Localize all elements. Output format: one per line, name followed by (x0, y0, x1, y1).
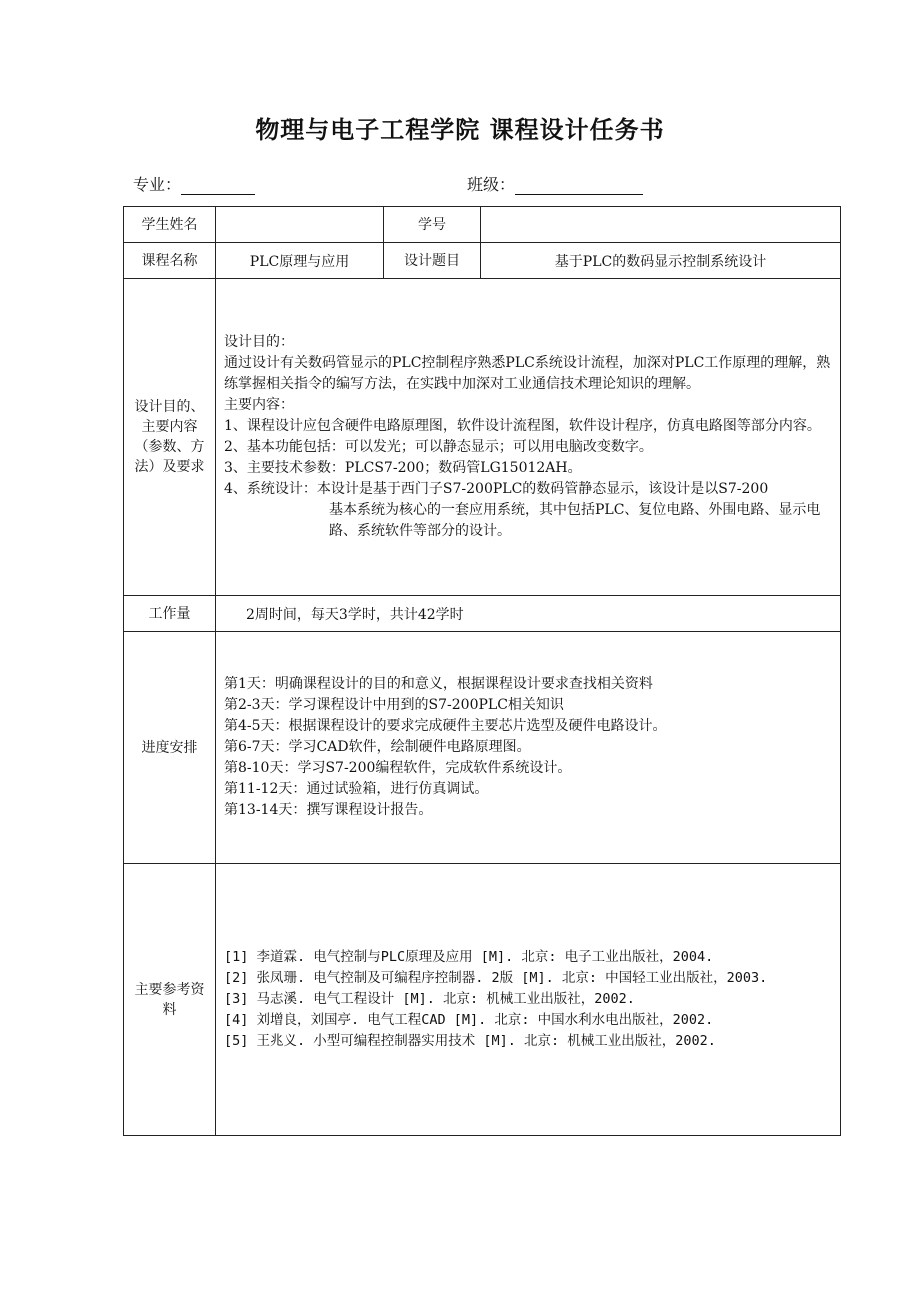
schedule-line: 第2-3天：学习课程设计中用到的S7-200PLC相关知识 (224, 697, 564, 713)
purpose-label: 设计目的、主要内容（参数、方法）及要求 (124, 279, 216, 596)
major-label: 专业： (133, 175, 182, 194)
schedule-line: 第13-14天：撰写课程设计报告。 (224, 802, 433, 818)
page-title: 物理与电子工程学院 课程设计任务书 (255, 116, 665, 144)
row-purpose (124, 279, 841, 596)
student-id-label: 学号 (384, 207, 481, 243)
topic-value: 基于PLC的数码显示控制系统设计 (481, 243, 841, 279)
reference-item: [2] 张凤珊. 电气控制及可编程序控制器. 2版 [M]. 北京: 中国轻工业出版社，2003. (224, 970, 768, 986)
row-student (124, 207, 841, 243)
purpose-line: 主要内容： (224, 397, 294, 413)
reference-item: [4] 刘增良，刘国亭. 电气工程CAD [M]. 北京: 中国水利水电出版社，2002. (224, 1012, 714, 1028)
schedule-line: 第1天：明确课程设计的目的和意义，根据课程设计要求查找相关资料 (224, 676, 653, 692)
reference-item: [5] 王兆义. 小型可编程控制器实用技术 [M]. 北京: 机械工业出版社，2002. (224, 1033, 716, 1049)
row-schedule (124, 632, 841, 864)
purpose-content (216, 279, 841, 596)
references-label: 主要参考资料 (124, 864, 216, 1136)
row-course (124, 243, 841, 279)
purpose-line: 基本系统为核心的一套应用系统，其中包括PLC、复位电路、外围电路、显示电路、系统软件等部分的设计。 (329, 502, 821, 539)
row-references (124, 864, 841, 1136)
purpose-line: 1、课程设计应包含硬件电路原理图，软件设计流程图，软件设计程序，仿真电路图等部分内容。 (224, 418, 821, 434)
purpose-line: 4、系统设计：本设计是基于西门子S7-200PLC的数码管静态显示，该设计是以S7-200 (224, 481, 769, 497)
references-content (216, 864, 841, 1136)
workload-value: 2周时间，每天3学时，共计42学时 (216, 596, 841, 632)
course-name-label: 课程名称 (124, 243, 216, 279)
reference-item: [3] 马志溪. 电气工程设计 [M]. 北京: 机械工业出版社，2002. (224, 991, 635, 1007)
schedule-line: 第4-5天：根据课程设计的要求完成硬件主要芯片选型及硬件电路设计。 (224, 718, 667, 734)
schedule-content (216, 632, 841, 864)
schedule-label: 进度安排 (124, 632, 216, 864)
course-name-value: PLC原理与应用 (216, 243, 384, 279)
major-blank[interactable] (181, 176, 255, 195)
schedule-line: 第8-10天：学习S7-200编程软件，完成软件系统设计。 (224, 760, 572, 776)
class-label: 班级： (467, 175, 516, 194)
class-blank[interactable] (515, 176, 643, 195)
schedule-line: 第6-7天：学习CAD软件，绘制硬件电路原理图。 (224, 739, 531, 755)
purpose-line: 3、主要技术参数：PLCS7-200；数码管LG15012AH。 (224, 460, 582, 476)
purpose-line: 设计目的： (224, 334, 294, 350)
student-name-label: 学生姓名 (124, 207, 216, 243)
row-workload (124, 596, 841, 632)
major-field (133, 172, 255, 195)
student-name-value[interactable] (216, 207, 384, 243)
schedule-line: 第11-12天：通过试验箱，进行仿真调试。 (224, 781, 489, 797)
purpose-line: 通过设计有关数码管显示的PLC控制程序熟悉PLC系统设计流程，加深对PLC工作原理的理解，熟练掌握相关指令的编写方法，在实践中加深对工业通信技术理论知识的理解。 (224, 355, 831, 392)
purpose-line: 2、基本功能包括：可以发光；可以静态显示；可以用电脑改变数字。 (224, 439, 653, 455)
workload-label: 工作量 (124, 596, 216, 632)
class-field (467, 172, 643, 195)
student-id-value[interactable] (481, 207, 841, 243)
task-table (123, 206, 841, 1136)
topic-label: 设计题目 (384, 243, 481, 279)
reference-item: [1] 李道霖. 电气控制与PLC原理及应用 [M]. 北京: 电子工业出版社，2004. (224, 949, 714, 965)
